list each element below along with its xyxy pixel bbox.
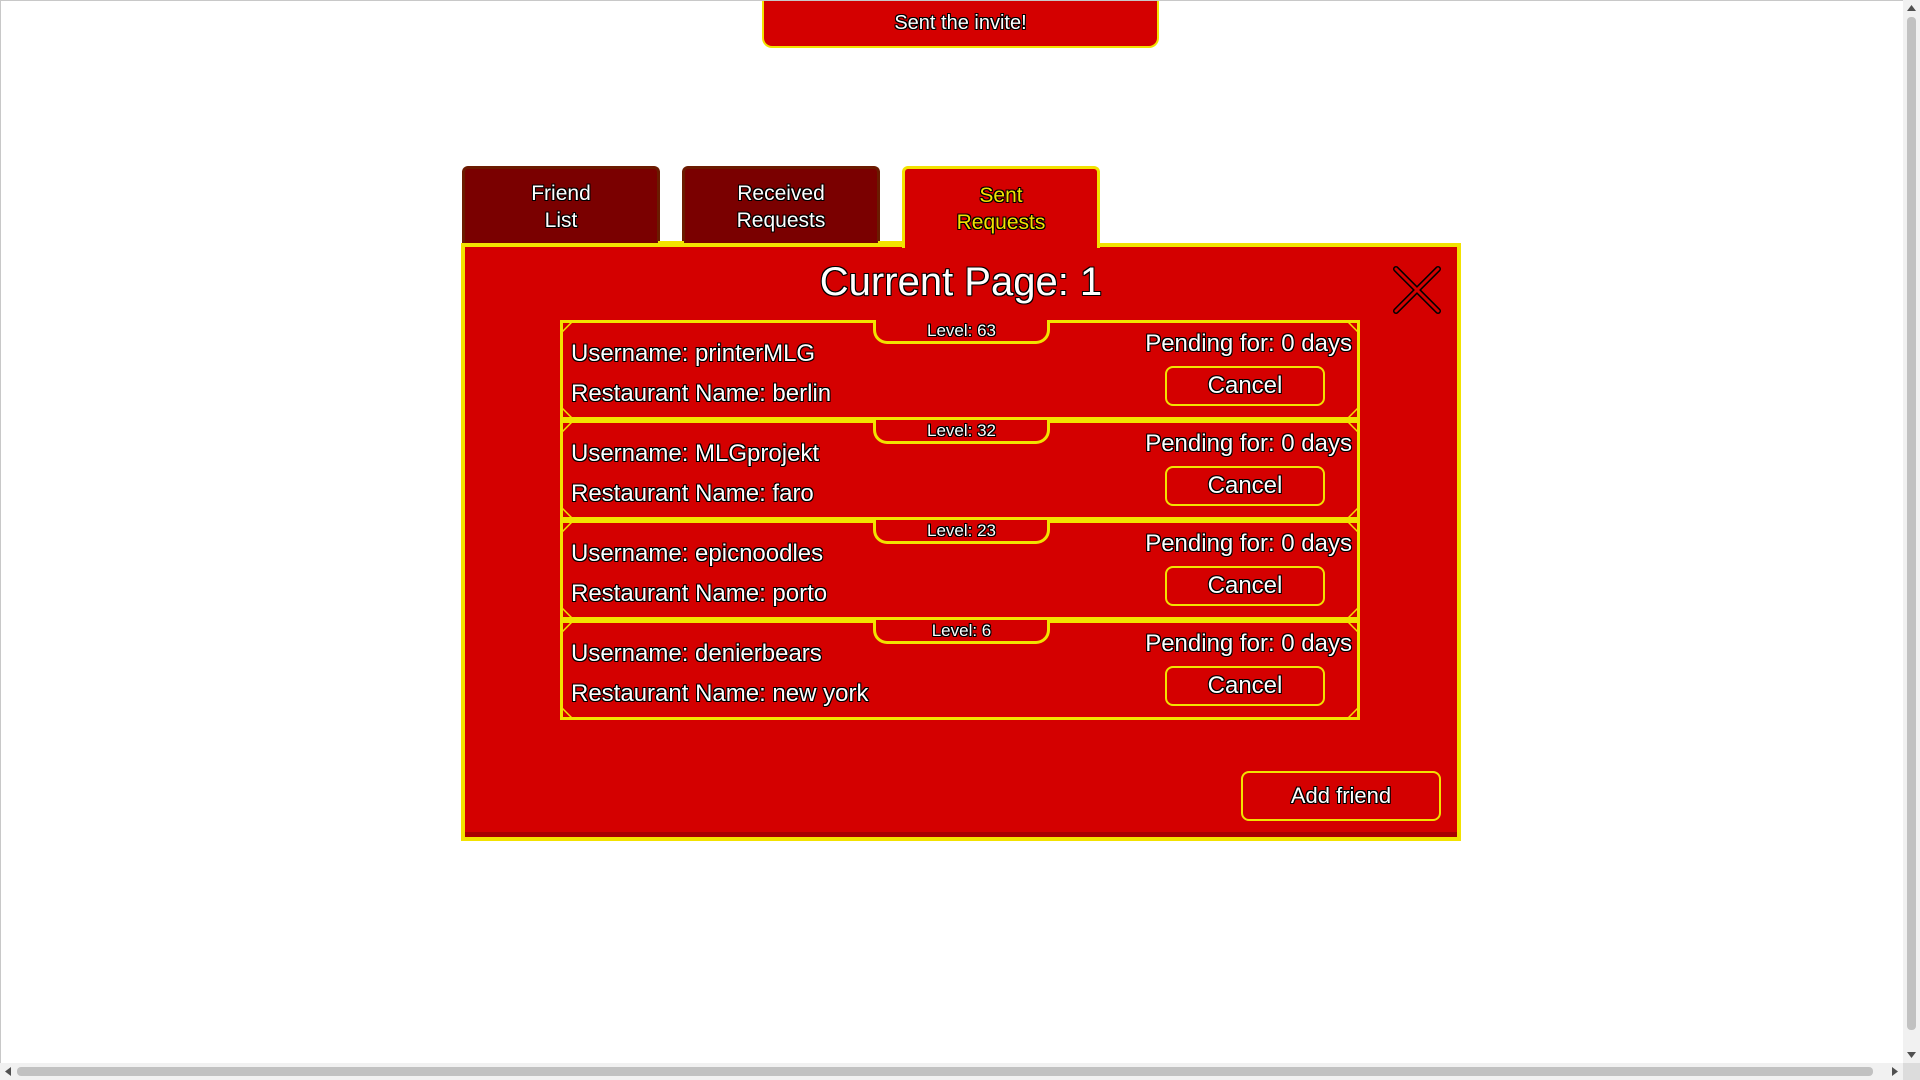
cancel-request-button[interactable]: Cancel [1165, 666, 1325, 706]
horizontal-scrollbar[interactable] [0, 1063, 1903, 1080]
scroll-left-arrow-icon[interactable] [5, 1067, 11, 1076]
scroll-down-arrow-icon[interactable] [1907, 1052, 1916, 1058]
corner-ornament-icon [562, 508, 572, 518]
pending-duration: Pending for: 0 days [1145, 430, 1352, 457]
username-label: Username: printerMLG [571, 340, 816, 367]
username-label: Username: epicnoodles [571, 540, 824, 567]
corner-ornament-icon [562, 408, 572, 418]
tab-divider [658, 241, 684, 247]
page-title: Current Page: 1 [819, 260, 1103, 304]
add-friend-button[interactable]: Add friend [1241, 771, 1441, 821]
tab-received-requests-line1: Received [737, 181, 825, 205]
list-item [560, 620, 1360, 720]
restaurant-name-label: Restaurant Name: porto [571, 580, 828, 607]
cancel-request-button[interactable]: Cancel [1165, 466, 1325, 506]
corner-ornament-icon [1348, 608, 1358, 618]
scroll-right-arrow-icon[interactable] [1892, 1067, 1898, 1076]
level-badge: Level: 23 [873, 520, 1050, 544]
level-badge: Level: 32 [873, 420, 1050, 444]
restaurant-name-label: Restaurant Name: new york [571, 680, 869, 707]
corner-ornament-icon [562, 522, 572, 532]
corner-ornament-icon [562, 422, 572, 432]
tab-received-requests[interactable] [682, 166, 880, 244]
tab-divider [878, 241, 904, 247]
cancel-request-button[interactable]: Cancel [1165, 566, 1325, 606]
sent-requests-list [560, 320, 1360, 720]
sent-requests-panel [461, 243, 1461, 841]
corner-ornament-icon [1348, 408, 1358, 418]
tab-friend-list-line1: Friend [531, 181, 591, 205]
tab-friend-list[interactable] [462, 166, 660, 244]
pending-duration: Pending for: 0 days [1145, 530, 1352, 557]
pending-duration: Pending for: 0 days [1145, 630, 1352, 657]
username-label: Username: denierbears [571, 640, 822, 667]
corner-ornament-icon [1348, 708, 1358, 718]
tab-sent-requests[interactable] [902, 166, 1100, 248]
tab-received-requests-line2: Requests [736, 208, 826, 232]
scroll-up-arrow-icon[interactable] [1907, 5, 1916, 11]
corner-ornament-icon [562, 622, 572, 632]
cancel-request-button[interactable]: Cancel [1165, 366, 1325, 406]
vertical-scroll-thumb[interactable] [1907, 17, 1916, 1030]
corner-ornament-icon [562, 708, 572, 718]
corner-ornament-icon [562, 608, 572, 618]
scrollbar-corner [1903, 1063, 1920, 1080]
pending-duration: Pending for: 0 days [1145, 330, 1352, 357]
tab-sent-requests-line2: Requests [956, 210, 1046, 234]
vertical-scrollbar[interactable] [1903, 0, 1920, 1063]
tab-friend-list-line2: List [544, 208, 578, 232]
toast-message: Sent the invite! [894, 12, 1027, 34]
restaurant-name-label: Restaurant Name: berlin [571, 380, 832, 407]
list-item [560, 520, 1360, 620]
username-label: Username: MLGprojekt [571, 440, 820, 467]
list-item [560, 420, 1360, 520]
list-item [560, 320, 1360, 420]
horizontal-scroll-thumb[interactable] [17, 1067, 1873, 1076]
close-x-icon[interactable] [1391, 264, 1443, 316]
level-badge: Level: 6 [873, 620, 1050, 644]
invite-sent-toast [762, 1, 1159, 48]
panel-bottom-edge [465, 832, 1457, 837]
restaurant-name-label: Restaurant Name: faro [571, 480, 814, 507]
level-badge: Level: 63 [873, 320, 1050, 344]
corner-ornament-icon [1348, 508, 1358, 518]
corner-ornament-icon [562, 322, 572, 332]
tab-sent-requests-line1: Sent [979, 183, 1023, 207]
